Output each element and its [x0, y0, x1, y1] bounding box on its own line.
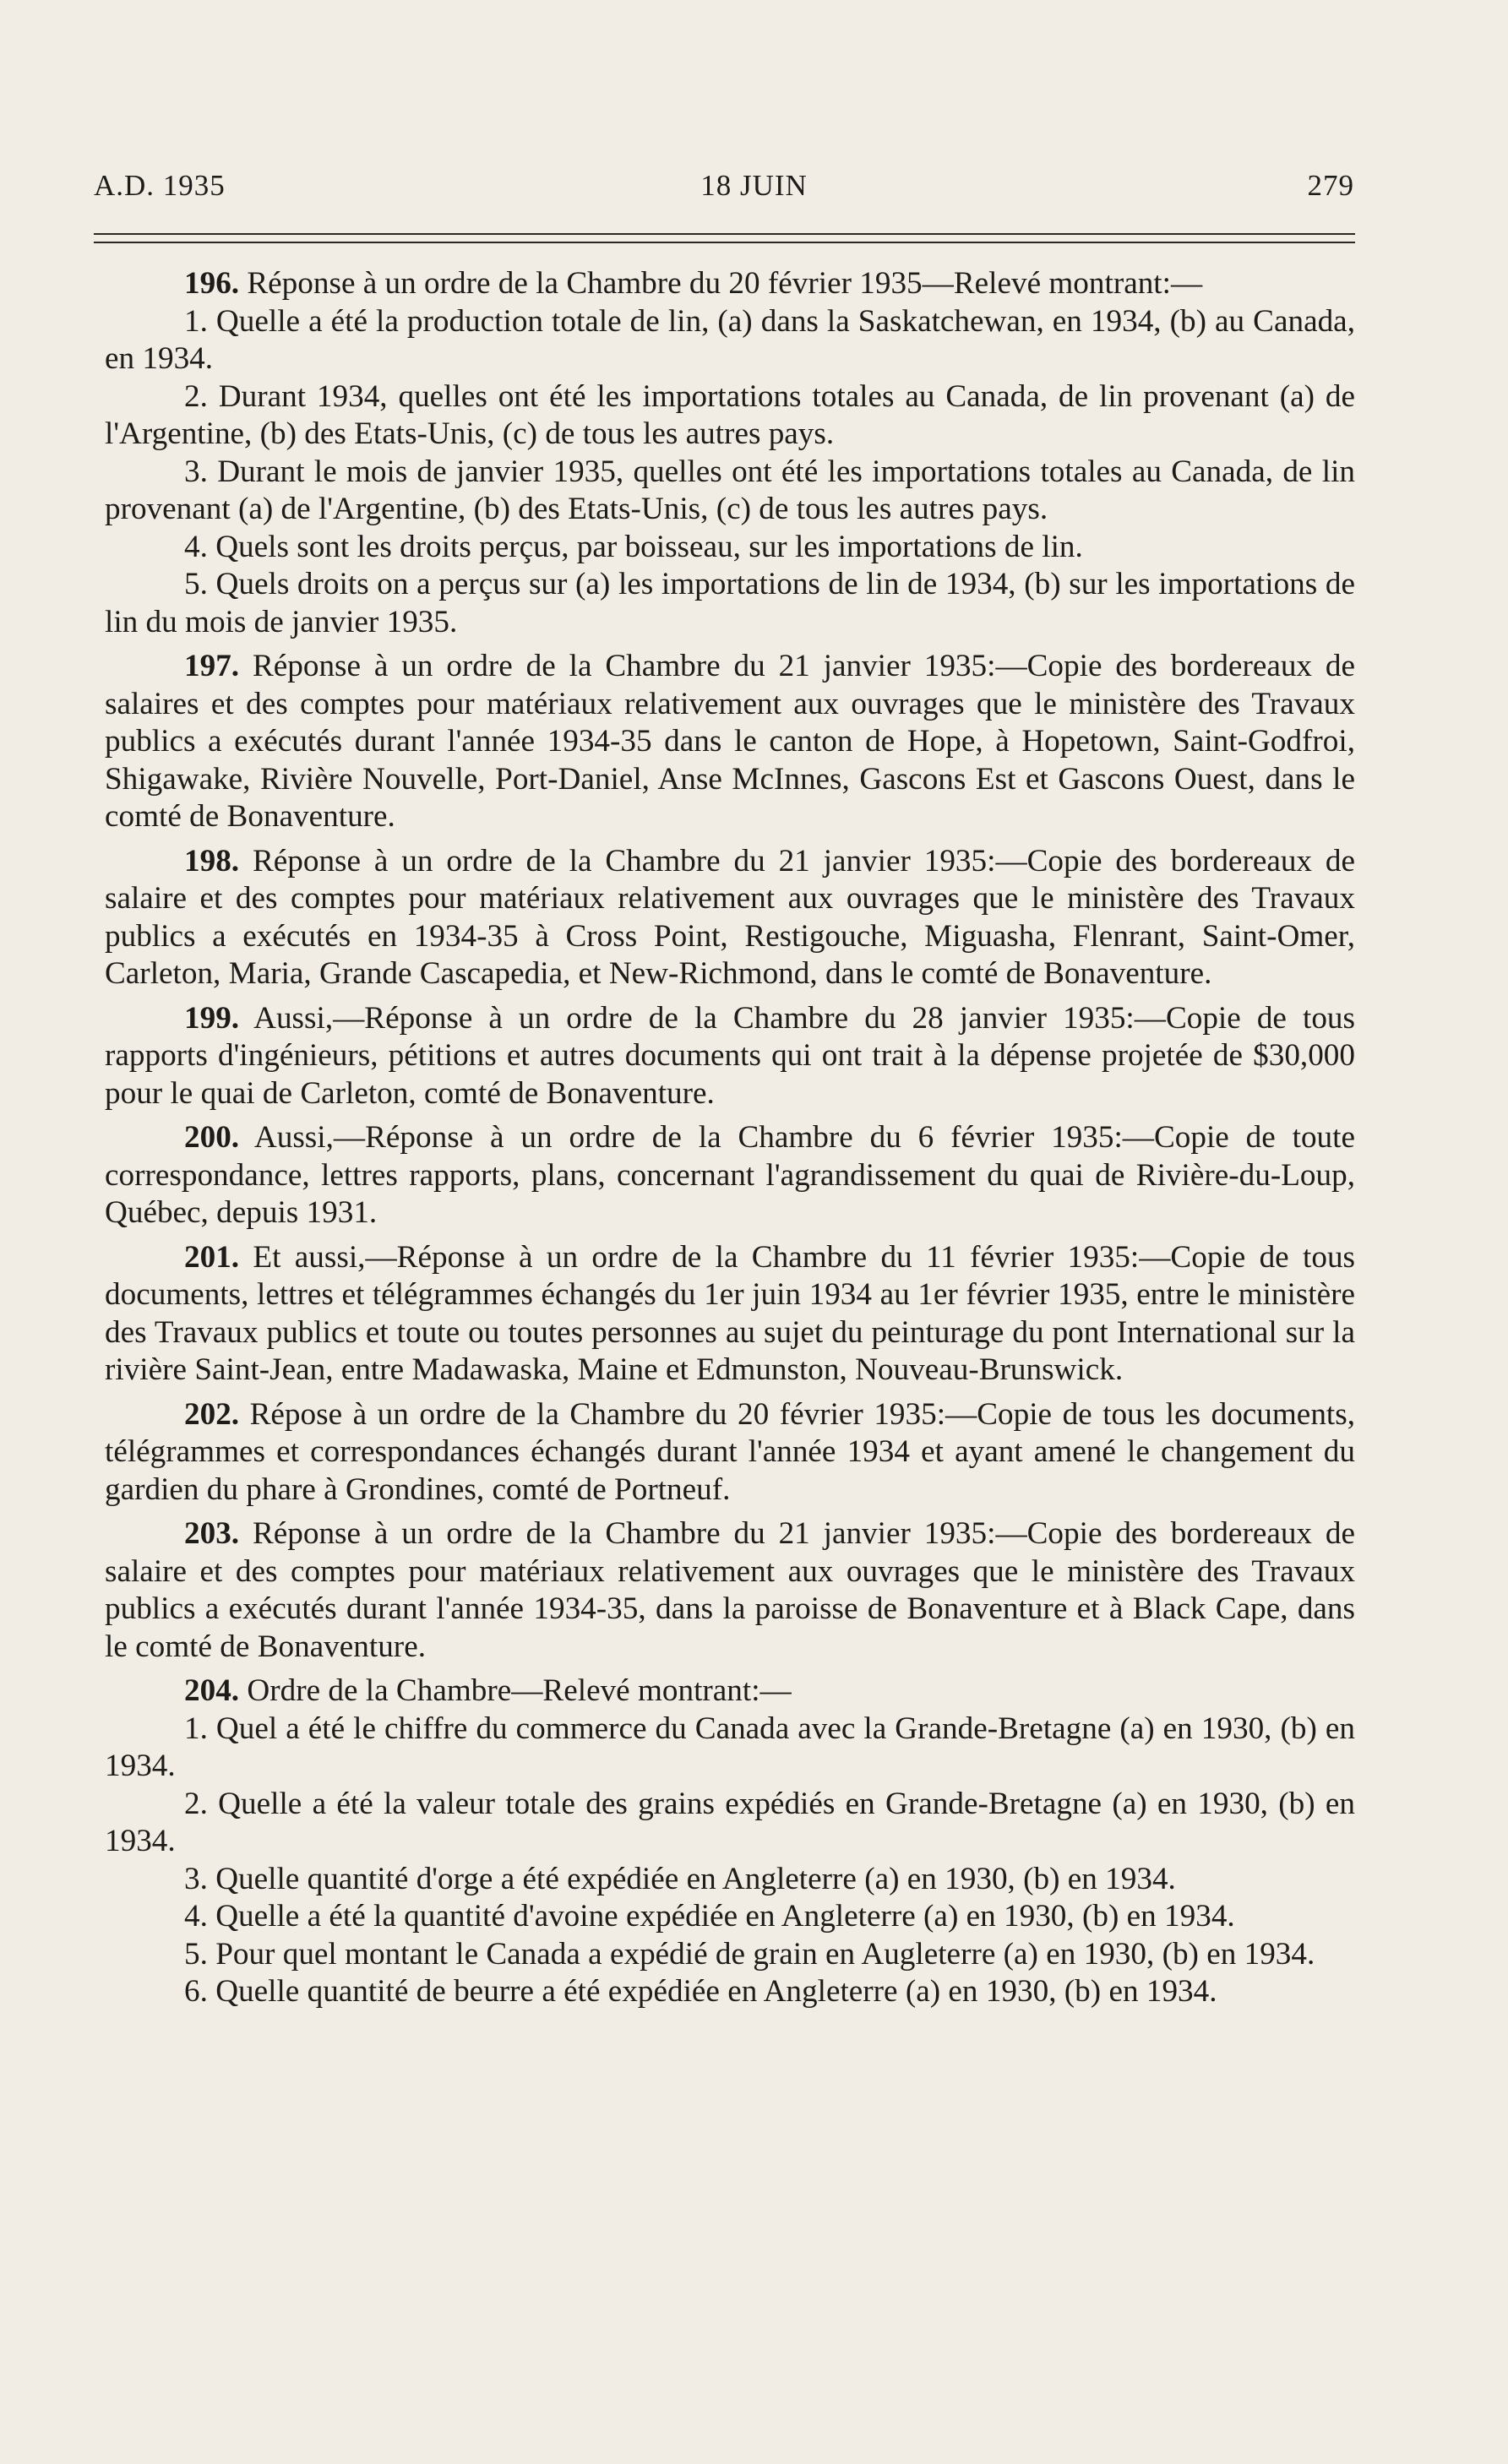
list-item: 6. Quelle quantité de beurre a été expédiée en Angleterre (a) en 1930, (b) en 1934. [184, 1974, 1217, 2009]
entry-number: 200. [184, 1120, 240, 1155]
entry-text: Aussi,—Réponse à un ordre de la Chambre du 6 février 1935:—Copie de toute correspondance, lettres rapports, plans, concernant l'agrandissement du quai de Rivière-du-Loup, Québec, depuis 1931. [105, 1120, 1355, 1230]
list-item: 4. Quels sont les droits perçus, par boisseau, sur les importations de lin. [184, 529, 1083, 564]
list-item: 2. Quelle a été la valeur totale des grains expédiés en Grande-Bretagne (a) en 1930, (b) en 1934. [105, 1786, 1355, 1858]
entry-196 [105, 265, 1355, 303]
header-rule-bottom [94, 242, 1355, 243]
entry-203 [105, 1515, 1355, 1666]
list-item: 3. Durant le mois de janvier 1935, quelles ont été les importations totales au Canada, de lin provenant (a) de l'Argentine, (b) des Etats-Unis, (c) de tous les autres pays. [105, 454, 1355, 526]
entry-204 [105, 1673, 1355, 1711]
entry-197 [105, 648, 1355, 836]
entry-199 [105, 1000, 1355, 1113]
entry-text: Aussi,—Réponse à un ordre de la Chambre du 28 janvier 1935:—Copie de tous rapports d'ingénieurs, pétitions et autres documents qui ont trait à la dépense projetée de $30,000 pour le quai de Carleton, comté de Bonaventure. [105, 1000, 1355, 1111]
entry-number: 196. [184, 266, 240, 301]
entry-text: Réponse à un ordre de la Chambre du 20 février 1935—Relevé montrant:— [247, 266, 1203, 301]
entry-text: Réponse à un ordre de la Chambre du 21 janvier 1935:—Copie des bordereaux de salaire et des comptes pour matériaux relativement aux ouvrages que le ministère des Travaux publics a exécutés en 1934-35 à Cross Point, Restigouche, Miguasha, Flenrant, Saint-Omer, Carleton, Maria, Grande Cascapedia, et New-Richmond, dans le comté de Bonaventure. [105, 843, 1355, 991]
entry-number: 198. [184, 843, 240, 878]
entry-text: Ordre de la Chambre—Relevé montrant:— [247, 1673, 792, 1708]
header-rule-top [94, 233, 1355, 235]
entry-number: 197. [184, 649, 240, 683]
entry-text: Réponse à un ordre de la Chambre du 21 janvier 1935:—Copie des bordereaux de salaire et des comptes pour matériaux relativement aux ouvrages que le ministère des Travaux publics a exécutés durant l'année 1934-35, dans la paroisse de Bonaventure et à Black Cape, dans le comté de Bonaventure. [105, 1516, 1355, 1664]
list-item: 4. Quelle a été la quantité d'avoine expédiée en Angleterre (a) en 1930, (b) en 1934. [184, 1899, 1235, 1934]
entry-202 [105, 1396, 1355, 1509]
entry-number: 203. [184, 1516, 240, 1551]
entry-number: 201. [184, 1239, 240, 1275]
header-date: 18 JUIN [700, 169, 808, 202]
entry-text: Répose à un ordre de la Chambre du 20 février 1935:—Copie de tous les documents, télégrammes et correspondances échangés durant l'année 1934 et ayant amené le changement du gardien du phare à Grondines, comté de Portneuf. [105, 1396, 1356, 1507]
entry-text: Et aussi,—Réponse à un ordre de la Chambre du 11 février 1935:—Copie de tous documents, lettres et télégrammes échangés du 1er juin 1934 au 1er février 1935, entre le ministère des Travaux publics et toute ou toutes personnes au sujet du peinturage du pont International sur la rivière Saint-Jean, entre Madawaska, Maine et Edmunston, Nouveau-Brunswick. [105, 1239, 1356, 1387]
list-item: 2. Durant 1934, quelles ont été les importations totales au Canada, de lin provenant (a) de l'Argentine, (b) des Etats-Unis, (c) de tous les autres pays. [105, 378, 1355, 451]
list-item: 1. Quel a été le chiffre du commerce du Canada avec la Grande-Bretagne (a) en 1930, (b) en 1934. [105, 1711, 1355, 1783]
list-item: 3. Quelle quantité d'orge a été expédiée en Angleterre (a) en 1930, (b) en 1934. [184, 1861, 1176, 1896]
entry-text: Réponse à un ordre de la Chambre du 21 janvier 1935:—Copie des bordereaux de salaires et des comptes pour matériaux relativement aux ouvrages que le ministère des Travaux publics a exécutés durant l'année 1934-35 dans le canton de Hope, à Hopetown, Saint-Godfroi, Shigawake, Rivière Nouvelle, Port-Daniel, Anse McInnes, Gascons Est et Gascons Ouest, dans le comté de Bonaventure. [105, 649, 1355, 834]
entry-201 [105, 1239, 1355, 1390]
entry-number: 204. [184, 1673, 240, 1708]
list-item: 5. Pour quel montant le Canada a expédié de grain en Augleterre (a) en 1930, (b) en 1934. [184, 1936, 1315, 1972]
page-number: 279 [1307, 169, 1354, 202]
list-item: 1. Quelle a été la production totale de lin, (a) dans la Saskatchewan, en 1934, (b) au Canada, en 1934. [105, 303, 1355, 376]
list-item: 5. Quels droits on a perçus sur (a) les importations de lin de 1934, (b) sur les importations de lin du mois de janvier 1935. [105, 567, 1355, 639]
entry-200 [105, 1119, 1355, 1232]
entry-number: 199. [184, 1000, 240, 1036]
entry-198 [105, 843, 1355, 993]
entry-number: 202. [184, 1396, 240, 1432]
header-year: A.D. 1935 [94, 169, 226, 202]
document-body [105, 265, 1355, 2011]
